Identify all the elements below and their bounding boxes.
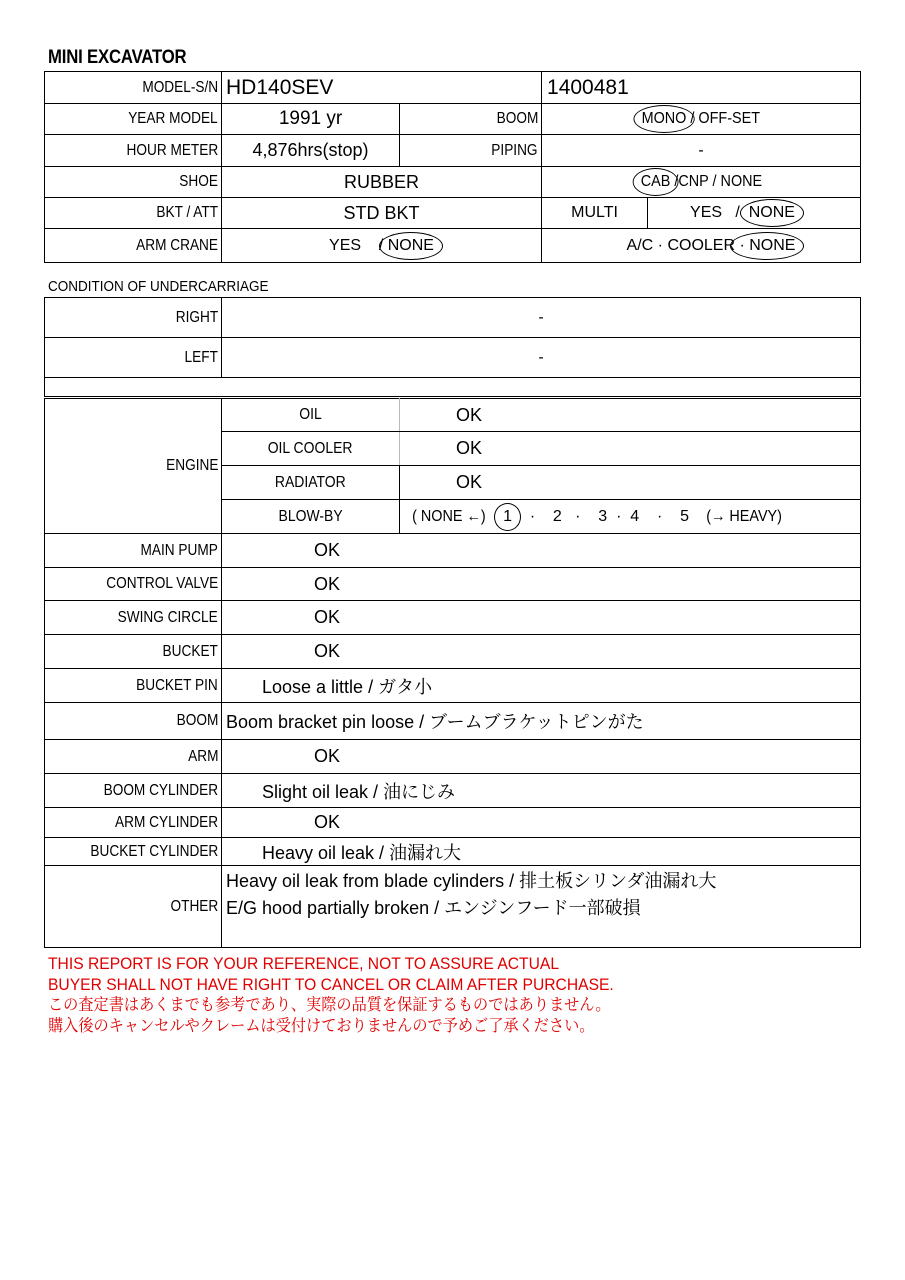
arm-crane-options	[222, 229, 542, 263]
ac-none-selected	[739, 237, 795, 255]
arm-crane-label: ARM CRANE	[136, 236, 218, 254]
ac-sep: ·	[739, 236, 745, 254]
row-arm	[45, 740, 861, 774]
condition-table	[44, 398, 861, 948]
cab-options	[542, 167, 861, 198]
row-bkt	[45, 198, 861, 229]
hour-value: 4,876hrs(stop)	[222, 135, 400, 167]
main-pump-value: OK	[222, 534, 861, 568]
arm-crane-yes: YES	[329, 236, 362, 254]
bucket-pin-label: BUCKET PIN	[136, 676, 218, 694]
row-right	[45, 298, 861, 338]
left-label: LEFT	[184, 348, 218, 366]
undercarriage-heading: CONDITION OF UNDERCARRIAGE	[48, 278, 269, 295]
arm-crane-none-selected: NONE	[387, 236, 434, 254]
blowby-suffix: (→ HEAVY)	[706, 507, 783, 525]
row-bucket-cylinder	[45, 838, 861, 866]
multi-none-selected: NONE	[748, 204, 795, 221]
bucket-value: OK	[222, 635, 861, 669]
other-value	[222, 866, 861, 948]
cab-none-option: NONE	[720, 173, 762, 190]
radiator-label: RADIATOR	[275, 473, 346, 491]
bucket-pin-value: Loose a little / ガタ小	[222, 669, 861, 703]
arm-value: OK	[222, 740, 861, 774]
row-bucket-pin	[45, 669, 861, 703]
arm-crane-sep: /	[378, 236, 384, 254]
blowby-dot2: ·	[575, 507, 581, 525]
boom-sep: /	[690, 110, 695, 127]
ac-label: A/C · COOLER	[626, 236, 736, 254]
row-engine-oil	[45, 399, 861, 432]
year-value: 1991 yr	[222, 104, 400, 135]
undercarriage-table	[44, 297, 861, 397]
boom-options	[542, 104, 861, 135]
blowby-label: BLOW-BY	[278, 507, 343, 525]
row-main-pump	[45, 534, 861, 568]
hour-label: HOUR METER	[126, 141, 218, 159]
boom-cylinder-label: BOOM CYLINDER	[103, 781, 218, 799]
boom-value: Boom bracket pin loose / ブームブラケットピンがた	[222, 703, 861, 740]
multi-sep: /	[735, 204, 740, 221]
year-label: YEAR MODEL	[128, 110, 218, 127]
piping-value: -	[542, 135, 861, 167]
right-label: RIGHT	[175, 308, 218, 326]
boom-label: BOOM	[176, 712, 218, 729]
row-bucket	[45, 635, 861, 669]
other-label: OTHER	[170, 897, 218, 915]
oil-label: OIL	[299, 406, 322, 423]
shoe-label: SHOE	[179, 173, 218, 190]
row-model-sn	[45, 72, 861, 104]
multi-options	[648, 198, 861, 229]
engine-label: ENGINE	[165, 457, 218, 474]
row-year-boom	[45, 104, 861, 135]
blowby-scale	[400, 500, 861, 534]
swing-circle-value: OK	[222, 601, 861, 635]
left-value: -	[222, 338, 861, 378]
boom-cylinder-value: Slight oil leak / 油にじみ	[222, 774, 861, 808]
blowby-2: 2	[552, 507, 562, 525]
blowby-1-selected: 1	[503, 507, 513, 525]
row-other	[45, 866, 861, 948]
disclaimer-line-1: THIS REPORT IS FOR YOUR REFERENCE, NOT TO ASSURE ACTUAL	[48, 954, 560, 973]
bucket-label: BUCKET	[162, 642, 218, 660]
main-pump-label: MAIN PUMP	[140, 541, 218, 559]
blowby-dot1: ·	[529, 507, 536, 525]
row-swing-circle	[45, 601, 861, 635]
row-control-valve	[45, 568, 861, 601]
shoe-value: RUBBER	[222, 167, 542, 198]
blowby-5: 5	[680, 507, 689, 525]
blowby-dot3: ·	[616, 507, 622, 525]
blowby-3: 3	[598, 507, 608, 525]
spec-table	[44, 71, 861, 263]
other-line-2: E/G hood partially broken / エンジンフード一部破損	[226, 898, 641, 918]
disclaimer	[48, 953, 663, 1037]
blowby-prefix: ( NONE ←)	[412, 507, 486, 525]
cab-sep1: /	[673, 173, 678, 190]
arm-cylinder-label: ARM CYLINDER	[114, 813, 218, 831]
row-blank	[45, 378, 861, 397]
control-valve-label: CONTROL VALVE	[106, 575, 218, 592]
row-hour-piping	[45, 135, 861, 167]
radiator-value: OK	[400, 466, 861, 500]
oil-cooler-value: OK	[400, 432, 861, 466]
bkt-label: BKT / ATT	[156, 204, 218, 221]
blowby-dot4: ·	[656, 507, 663, 525]
row-arm-cylinder	[45, 808, 861, 838]
boom-offset: OFF-SET	[698, 110, 761, 127]
oil-value: OK	[400, 399, 861, 432]
oil-cooler-label: OIL COOLER	[268, 439, 353, 457]
cab-sep2: /	[712, 173, 717, 190]
right-value: -	[222, 298, 861, 338]
bucket-cylinder-value: Heavy oil leak / 油漏れ大	[222, 838, 861, 866]
arm-label: ARM	[187, 747, 218, 765]
boom-spec-label: BOOM	[496, 110, 539, 127]
model-value: HD140SEV	[222, 72, 542, 104]
multi-label: MULTI	[542, 198, 648, 229]
disclaimer-line-4: 購入後のキャンセルやクレームは受付けておりませんので予めご了承ください。	[48, 1017, 595, 1035]
swing-circle-label: SWING CIRCLE	[117, 608, 218, 626]
row-boom	[45, 703, 861, 740]
model-sn-label: MODEL-S/N	[142, 78, 218, 96]
other-line-1: Heavy oil leak from blade cylinders / 排土板シリンダ油漏れ大	[226, 871, 717, 891]
piping-label: PIPING	[491, 141, 539, 159]
bucket-cylinder-label: BUCKET CYLINDER	[90, 842, 218, 860]
row-shoe	[45, 167, 861, 198]
boom-mono-selected: MONO	[641, 110, 687, 127]
arm-cylinder-value: OK	[222, 808, 861, 838]
cnp-option: CNP	[677, 173, 709, 190]
ac-options	[542, 229, 861, 263]
bkt-value: STD BKT	[222, 198, 542, 229]
row-arm-crane	[45, 229, 861, 263]
cab-selected: CAB	[640, 173, 670, 190]
ac-none: NONE	[749, 236, 796, 254]
row-boom-cylinder	[45, 774, 861, 808]
serial-value: 1400481	[542, 72, 861, 104]
page-title: MINI EXCAVATOR	[48, 47, 187, 68]
row-left	[45, 338, 861, 378]
multi-yes: YES	[690, 204, 723, 221]
control-valve-value: OK	[222, 568, 861, 601]
disclaimer-line-2: BUYER SHALL NOT HAVE RIGHT TO CANCEL OR CLAIM AFTER PURCHASE.	[48, 975, 614, 994]
blowby-4: 4	[630, 507, 640, 525]
disclaimer-line-3: この査定書はあくまでも参考であり、実際の品質を保証するものではありません。	[48, 996, 611, 1014]
